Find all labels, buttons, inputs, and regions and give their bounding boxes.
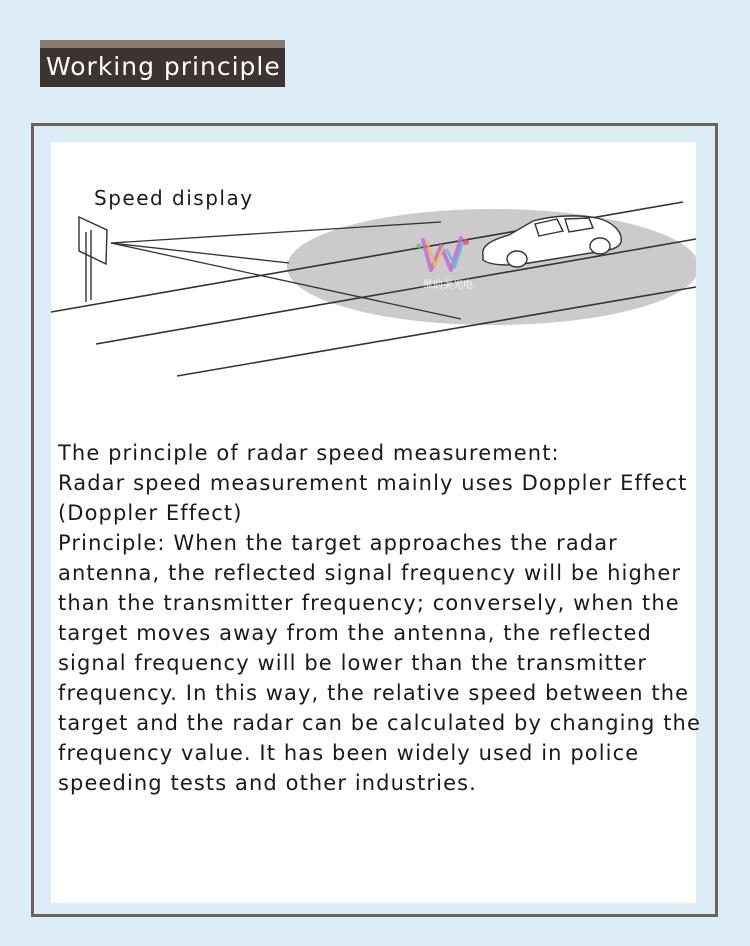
description-text: [58, 438, 708, 798]
speed-display-sign: [79, 217, 107, 264]
watermark-text: 维的美光电: [423, 280, 473, 291]
speed-display-label: Speed display: [94, 186, 254, 210]
principle-intro: Radar speed measurement mainly uses Doppler Effect (Doppler Effect): [58, 471, 688, 525]
principle-explanation: Principle: When the target approaches the radar antenna, the reflected signal frequency will be higher than the transmitter frequency; conversely, when the target moves away from the antenna, the reflected signal frequency will be lower than the transmitter frequency. In this way, the relative speed between the target and the radar can be calculated by changing the frequency value. It has been widely used in police speeding tests and other industries.: [58, 531, 701, 795]
radar-beam-area: [287, 209, 696, 325]
section-title: Working principle: [46, 52, 281, 81]
section-title-bar: [40, 40, 285, 87]
radar-diagram: [51, 142, 696, 402]
principle-heading: The principle of radar speed measurement:: [58, 441, 560, 465]
beam-ray-2: [111, 243, 289, 263]
title-accent-stripe: [40, 40, 285, 48]
